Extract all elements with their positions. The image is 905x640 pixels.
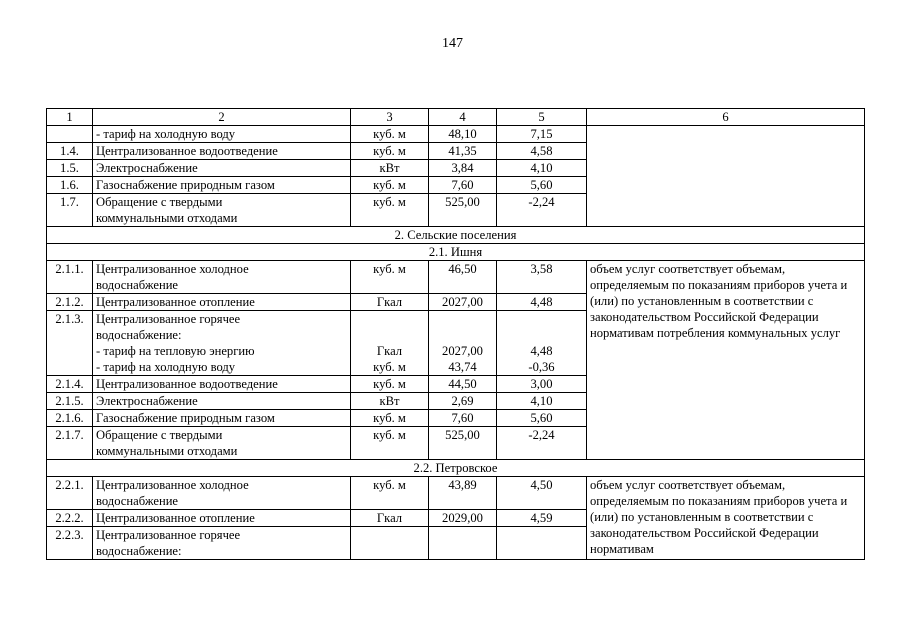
column-5-cell: 3,00 <box>497 376 587 393</box>
service-name-cell <box>93 177 351 194</box>
column-5-cell: 4,58 <box>497 143 587 160</box>
column-5-cell: 4,50 <box>497 477 587 510</box>
service-name-cell <box>93 194 351 227</box>
tariff-table <box>46 108 865 560</box>
service-name-cell <box>93 126 351 143</box>
note-cell: объем услуг соответствует объемам, определяемым по показаниям приборов учета и (или) по установленным в соответствии с законодательством Российской Федерации нормативам <box>587 477 865 560</box>
column-4-cell: 2027,00 <box>429 294 497 311</box>
row-number-cell: 2.1.6. <box>47 410 93 427</box>
column-header-2: 2 <box>93 109 351 126</box>
column-4-cell: 43,89 <box>429 477 497 510</box>
subsection-ishnya-title: 2.1. Ишня <box>47 244 865 261</box>
service-name-cell <box>93 261 351 294</box>
service-name-cell-line: Централизованное холодное <box>96 478 249 492</box>
column-4-cell: 44,50 <box>429 376 497 393</box>
unit-cell: куб. м <box>351 261 429 294</box>
column-5-cell-line <box>500 311 583 327</box>
row-number-cell <box>47 126 93 143</box>
row-number-cell: 2.1.2. <box>47 294 93 311</box>
service-name-cell-line: Газоснабжение природным газом <box>96 178 275 192</box>
column-5-cell: 4,59 <box>497 510 587 527</box>
note-cell: объем услуг соответствует объемам, определяемым по показаниям приборов учета и (или) по установленным в соответствии с законодательством Российской Федерации нормативам потребления коммунальных услуг <box>587 261 865 460</box>
column-4-cell <box>429 527 497 560</box>
row-number-cell: 2.1.3. <box>47 311 93 376</box>
column-4-cell <box>429 311 497 376</box>
unit-cell: куб. м <box>351 410 429 427</box>
note-cell <box>587 126 865 227</box>
row-number-cell: 2.1.1. <box>47 261 93 294</box>
row-number-cell: 1.5. <box>47 160 93 177</box>
service-name-cell-line: Централизованное водоотведение <box>96 377 278 391</box>
service-name-cell-line: Централизованное отопление <box>96 511 255 525</box>
service-name-cell <box>93 477 351 510</box>
service-name-cell-line: Централизованное холодное <box>96 262 249 276</box>
column-4-cell: 2,69 <box>429 393 497 410</box>
column-4-cell: 3,84 <box>429 160 497 177</box>
service-name-cell-line: Централизованное отопление <box>96 295 255 309</box>
service-name-cell <box>93 376 351 393</box>
section-title-row-title: 2. Сельские поселения <box>47 227 865 244</box>
section-title-row <box>47 227 865 244</box>
row-number-cell: 2.1.5. <box>47 393 93 410</box>
table-row <box>47 126 865 143</box>
column-4-cell: 2029,00 <box>429 510 497 527</box>
subsection-ishnya <box>47 244 865 261</box>
header-row <box>47 109 865 126</box>
column-4-cell: 7,60 <box>429 177 497 194</box>
service-name-cell-line: коммунальными отходами <box>96 211 238 225</box>
column-5-cell: -2,24 <box>497 194 587 227</box>
column-5-cell-line: 4,48 <box>530 344 553 358</box>
column-4-cell: 41,35 <box>429 143 497 160</box>
column-header-4: 4 <box>429 109 497 126</box>
column-4-cell-line: 43,74 <box>448 360 477 374</box>
unit-cell: куб. м <box>351 143 429 160</box>
row-number-cell: 2.1.7. <box>47 427 93 460</box>
column-4-cell: 7,60 <box>429 410 497 427</box>
column-5-cell: 4,10 <box>497 393 587 410</box>
column-4-cell: 48,10 <box>429 126 497 143</box>
unit-cell: куб. м <box>351 126 429 143</box>
unit-cell: куб. м <box>351 376 429 393</box>
column-5-cell-line <box>500 327 583 343</box>
service-name-cell <box>93 510 351 527</box>
service-name-cell-line: водоснабжение <box>96 494 179 508</box>
page-number: 147 <box>442 36 463 51</box>
column-5-cell: 4,10 <box>497 160 587 177</box>
unit-cell-line <box>354 327 425 343</box>
row-number-cell: 2.2.3. <box>47 527 93 560</box>
column-5-cell <box>497 527 587 560</box>
row-number-cell: 1.4. <box>47 143 93 160</box>
column-4-cell-line: 2027,00 <box>442 344 483 358</box>
column-4-cell-line <box>432 311 493 327</box>
column-5-cell: 4,48 <box>497 294 587 311</box>
column-4-cell-line <box>432 327 493 343</box>
column-4-cell: 525,00 <box>429 194 497 227</box>
column-5-cell <box>497 311 587 376</box>
row-number-cell: 1.6. <box>47 177 93 194</box>
service-name-cell <box>93 311 351 376</box>
service-name-cell <box>93 393 351 410</box>
service-name-cell-line: - тариф на холодную воду <box>96 127 236 141</box>
column-header-3: 3 <box>351 109 429 126</box>
column-header-5: 5 <box>497 109 587 126</box>
unit-cell: куб. м <box>351 194 429 227</box>
service-name-cell-line: водоснабжение: <box>96 544 182 558</box>
unit-cell: кВт <box>351 393 429 410</box>
service-name-cell-line: Централизованное водоотведение <box>96 144 278 158</box>
table-row <box>47 261 865 294</box>
subsection-petrovskoe <box>47 460 865 477</box>
unit-cell-line <box>354 311 425 327</box>
service-name-cell-line: Обращение с твердыми <box>96 428 223 442</box>
unit-cell: куб. м <box>351 477 429 510</box>
service-name-cell <box>93 410 351 427</box>
unit-cell: Гкал <box>351 294 429 311</box>
column-5-cell: 5,60 <box>497 177 587 194</box>
service-name-cell-line: водоснабжение: <box>96 328 182 342</box>
table-row <box>47 477 865 510</box>
unit-cell-line: куб. м <box>373 360 406 374</box>
unit-cell: куб. м <box>351 427 429 460</box>
unit-cell-line: Гкал <box>376 344 403 358</box>
service-name-cell-line: Обращение с твердыми <box>96 195 223 209</box>
service-name-cell-line: Газоснабжение природным газом <box>96 411 275 425</box>
column-header-6: 6 <box>587 109 865 126</box>
row-number-cell: 2.2.2. <box>47 510 93 527</box>
service-name-cell-line: - тариф на холодную воду <box>96 360 236 374</box>
row-number-cell: 1.7. <box>47 194 93 227</box>
unit-cell: кВт <box>351 160 429 177</box>
column-5-cell: 5,60 <box>497 410 587 427</box>
service-name-cell-line: водоснабжение <box>96 278 179 292</box>
service-name-cell-line: - тариф на тепловую энергию <box>96 344 255 358</box>
unit-cell <box>351 311 429 376</box>
service-name-cell <box>93 294 351 311</box>
unit-cell: Гкал <box>351 510 429 527</box>
service-name-cell-line: Электроснабжение <box>96 161 198 175</box>
service-name-cell <box>93 143 351 160</box>
service-name-cell-line: Централизованное горячее <box>96 312 241 326</box>
row-number-cell: 2.2.1. <box>47 477 93 510</box>
row-number-cell: 2.1.4. <box>47 376 93 393</box>
subsection-petrovskoe-title: 2.2. Петровское <box>47 460 865 477</box>
column-4-cell: 525,00 <box>429 427 497 460</box>
column-5-cell: -2,24 <box>497 427 587 460</box>
service-name-cell-line: Электроснабжение <box>96 394 198 408</box>
column-5-cell-line: -0,36 <box>528 360 555 374</box>
column-5-cell: 3,58 <box>497 261 587 294</box>
service-name-cell-line: коммунальными отходами <box>96 444 238 458</box>
column-5-cell: 7,15 <box>497 126 587 143</box>
service-name-cell <box>93 527 351 560</box>
service-name-cell <box>93 160 351 177</box>
column-4-cell: 46,50 <box>429 261 497 294</box>
service-name-cell-line: Централизованное горячее <box>96 528 241 542</box>
unit-cell <box>351 527 429 560</box>
column-header-1: 1 <box>47 109 93 126</box>
unit-cell: куб. м <box>351 177 429 194</box>
service-name-cell <box>93 427 351 460</box>
